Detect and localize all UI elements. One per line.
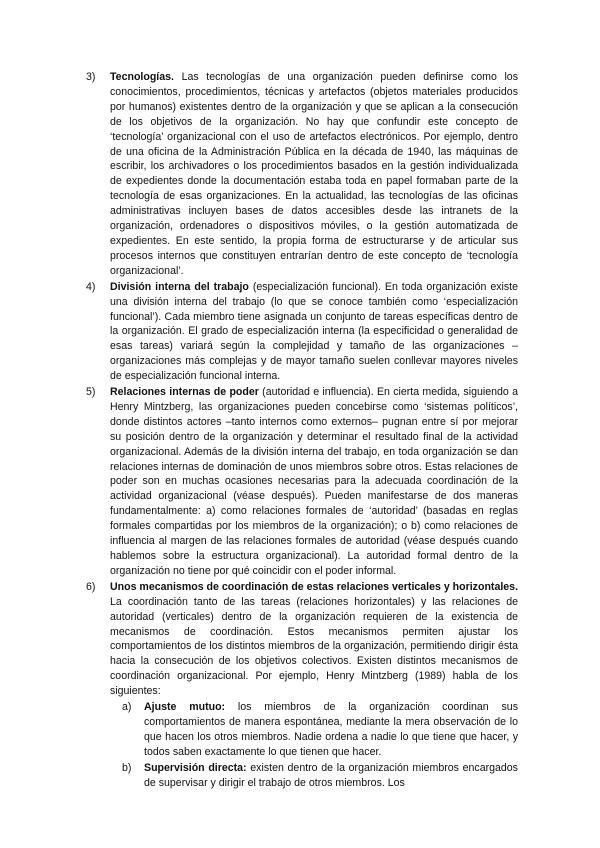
sub-item-letter: b) [122,761,132,774]
item-heading: Unos mecanismos de coordinación de estas relaciones verticales y horizontales. [110,580,519,593]
item-body: Las tecnologías de una organización pueden definirse como los conocimientos, procedimientos, técnicas y artefactos (objetos materiales producidos por humanos) existentes dentro de la organización y que se aplican a la consecución de los objetivos de la organización. No hay que confundir este concepto de ‘tecnología’ organizacional con el uso de artefactos electrónicos. Por ejemplo, dentro de una oficina de la Administración Pública en la década de 1940, las máquinas de escribir, los archivadores o los procedimientos basados en la gestión individualizada de expedientes donde la documentación estaba toda en papel formaban parte de la tecnología de esas organizaciones. En la actualidad, las tecnologías de las oficinas administrativas incluyen bases de datos accesibles desde las intranets de la organización, ordenadores o dispositivos móviles, o la gestión automatizada de expedientes. En este sentido, la propia forma de estructurarse y de articular sus procesos internos que constituyen entrarían dentro de este concepto de ‘tecnología organizacional’. [110,71,518,277]
item-number: 5) [86,386,96,399]
item-number: 4) [86,280,96,293]
sub-item-heading: Ajuste mutuo: [144,701,226,714]
list-item-coordination-mechanisms [86,580,518,699]
list-item-technologies [86,70,518,279]
sub-item-body: existen dentro de la organización miembros encargados de supervisar y dirigir el trabajo de otros miembros. Los [144,761,518,789]
item-number: 3) [86,71,96,83]
sub-item-direct-supervision [122,761,518,791]
list-item-power-relations [86,385,518,579]
item-body: (especialización funcional). En toda organización existe una división interna del trabajo (lo que se conoce también como ‘especialización funcional’). Cada miembro tiene asignada un conjunto de tareas específicas dentro de la organización. El grado de especialización interna (la especificidad o generalidad de esas tareas) variará según la complejidad y tamaño de las organizaciones – organizaciones más complejas y de mayor tamaño suelen conllevar mayores niveles de especialización funcional interna. [110,280,519,383]
sub-item-heading: Supervisión directa: [144,761,247,774]
sub-item-body: los miembros de la organización coordinan sus comportamientos de manera espontánea, mediante la mera observación de lo que hacen los otros miembros. Nadie ordena a nadie lo que tiene que hacer, y todos saben exactamente lo que tienen que hacer. [144,701,518,758]
sub-item-letter: a) [122,701,132,714]
item-body: (autoridad e influencia). En cierta medida, siguiendo a Henry Mintzberg, las organizaciones pueden concebirse como ‘sistemas políticos’, donde distintos actores –tanto internos como externos– pugnan entre sí por mejorar su posición dentro de la organización y determinar el resultado final de la actividad organizacional. Además de la división interna del trabajo, en toda organización se dan relaciones internas de dominación de unos miembros sobre otros. Estas relaciones de poder son en muchas ocasiones necesarias para la adecuada coordinación de la actividad organizacional (véase después). Pueden manifestarse de dos maneras fundamentalmente: a) como relaciones formales de ‘autoridad’ (basadas en reglas formales compartidas por los miembros de la organización); o b) como relaciones de influencia al margen de las relaciones formales de autoridad (véase después cuando hablemos sobre la estructura organizacional). La autoridad formal dentro de la organización no tiene por qué coincidir con el poder informal. [110,386,518,577]
item-heading: Tecnologías. [110,71,174,83]
list-item-division-of-labor [86,280,518,384]
item-number: 6) [86,580,96,593]
item-body: La coordinación tanto de las tareas (relaciones horizontales) y las relaciones de autoridad (verticales) dentro de la organización requieren de la existencia de mecanismos de coordinación. Estos mecanismos permiten ajustar los comportamientos de los distintos miembros de la organización, permitiendo dirigir ésta hacia la consecución de los objetivos colectivos. Existen distintos mecanismos de coordinación organizacional. Por ejemplo, Henry Mintzberg (1989) habla de los siguientes: [110,595,518,698]
item-heading: Relaciones internas de poder [110,386,259,399]
item-heading: División interna del trabajo [110,280,249,293]
sub-item-mutual-adjustment [122,700,518,760]
